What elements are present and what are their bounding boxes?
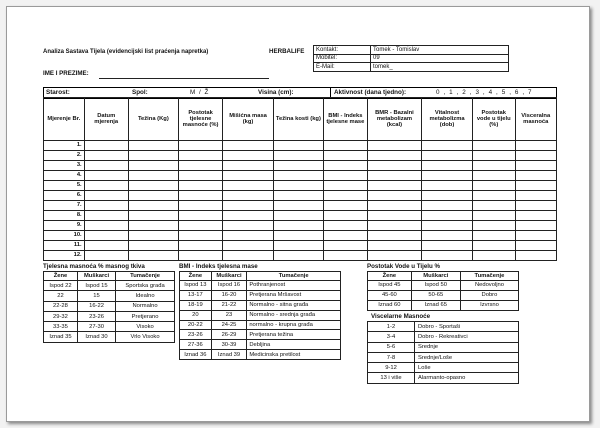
measurement-cell[interactable] [472,191,515,201]
measurement-cell[interactable] [422,251,473,261]
measurement-cell[interactable] [84,231,128,241]
measurement-cell[interactable] [84,251,128,261]
measurement-cell[interactable] [84,241,128,251]
visceral-table [367,321,519,384]
measurement-cell[interactable] [178,221,222,231]
row-number: 8. [44,211,85,221]
ref-table-row [180,310,341,320]
ref-cell: Normalno - sitna građa [247,300,341,310]
ref-column-header: Žene [44,272,78,281]
ref-table-row [180,330,341,340]
measurement-cell[interactable] [273,151,323,161]
measurement-cell[interactable] [472,201,515,211]
ref-cell: Sportska građa [116,281,175,291]
ref-cell: 27-36 [180,340,212,350]
table-row [44,151,557,161]
visceral-table-title: Viscelarne Masnoće [371,313,431,320]
bmi-table [179,271,341,360]
ref-cell: 22 [44,291,78,301]
measurement-cell[interactable] [84,161,128,171]
ref-cell: Iznad 39 [211,350,247,360]
ref-table-row [180,350,341,360]
table-row [44,171,557,181]
contact-value[interactable]: tomek_ [371,63,509,72]
ref-cell: 16-22 [77,301,115,311]
measurement-cell[interactable] [128,181,178,191]
measurement-cell[interactable] [472,241,515,251]
ref-cell: 1-2 [368,322,415,332]
contact-label: Kontakt: [314,46,371,55]
ref-cell: 7-8 [368,352,415,362]
measurement-cell[interactable] [367,171,421,181]
measurement-cell[interactable] [223,221,274,231]
ref-cell: Dobro - Rekreativci [415,332,519,342]
ref-cell: Alarmanto-opasno [415,373,519,383]
ref-cell: Iznad 30 [77,332,115,342]
measurement-cell[interactable] [367,161,421,171]
ref-table-row [44,281,175,291]
measurement-cell[interactable] [367,211,421,221]
table-row [44,191,557,201]
measurement-cell[interactable] [472,151,515,161]
activity-scale[interactable]: 0 , 1 , 2 , 3 , 4 , 5 , 6 , 7 [436,88,533,96]
measurement-cell[interactable] [273,191,323,201]
measurement-cell[interactable] [273,221,323,231]
measurement-cell[interactable] [128,161,178,171]
ref-cell: Dobro [460,291,518,301]
measurement-cell[interactable] [223,231,274,241]
ref-cell: Srednje/Loše [415,352,519,362]
measurement-cell[interactable] [178,171,222,181]
ref-cell: 29-32 [44,311,78,321]
measurement-cell[interactable] [515,181,557,191]
ref-column-header: Tumačenje [116,272,175,281]
ref-cell: Dobro - Sportaši [415,322,519,332]
measurement-cell[interactable] [422,191,473,201]
measurement-cell[interactable] [84,151,128,161]
measurements-table [43,97,557,261]
ref-cell: 22-28 [44,301,78,311]
measurement-cell[interactable] [515,251,557,261]
measurement-cell[interactable] [223,211,274,221]
measurement-cell[interactable] [515,221,557,231]
ref-cell: 27-30 [77,322,115,332]
ref-cell: 9-12 [368,363,415,373]
measurement-cell[interactable] [367,231,421,241]
ref-column-header: Žene [180,272,212,281]
measurement-cell[interactable] [323,231,367,241]
measurement-cell[interactable] [273,211,323,221]
measurement-cell[interactable] [515,211,557,221]
row-number: 7. [44,201,85,211]
measurement-cell[interactable] [323,221,367,231]
measurement-cell[interactable] [422,221,473,231]
ref-cell: 20 [180,310,212,320]
measurement-cell[interactable] [323,241,367,251]
measurement-cell[interactable] [128,211,178,221]
measurement-cell[interactable] [128,201,178,211]
ref-cell: 33-35 [44,322,78,332]
measurement-cell[interactable] [178,141,222,151]
ref-table-row [368,301,519,311]
measurement-cell[interactable] [128,251,178,261]
ref-table-row [180,300,341,310]
ref-cell: Iznad 65 [411,301,460,311]
ref-cell: 16-20 [211,290,247,300]
ref-table-row [368,342,519,352]
measurement-cell[interactable] [323,251,367,261]
ref-table-row [44,332,175,342]
measurement-cell[interactable] [223,191,274,201]
ref-table-row [368,352,519,362]
column-header: Postotak tjelesne masnoće (%) [178,98,222,141]
measurement-cell[interactable] [223,171,274,181]
ref-cell: Srednje [415,342,519,352]
measurement-cell[interactable] [323,161,367,171]
document-page [6,6,590,422]
ref-cell: Ispod 15 [77,281,115,291]
ref-cell: Pothranjenost [247,281,341,291]
ref-cell: 26-29 [211,330,247,340]
measurement-cell[interactable] [84,181,128,191]
measurement-cell[interactable] [422,181,473,191]
measurement-cell[interactable] [515,161,557,171]
measurement-cell[interactable] [178,251,222,261]
column-header: Vitalnost metabolizma (dob) [422,98,473,141]
contact-value[interactable]: Tomek - Tomislav [371,46,509,55]
ref-table-row [44,291,175,301]
measurement-cell[interactable] [323,191,367,201]
ref-table-row [368,373,519,383]
measurement-cell[interactable] [323,181,367,191]
ref-cell: Ispod 16 [211,281,247,291]
measurement-cell[interactable] [178,211,222,221]
column-header: Mišićna masa (kg) [223,98,274,141]
measurement-cell[interactable] [223,181,274,191]
ref-cell: 13-17 [180,290,212,300]
measurement-cell[interactable] [515,191,557,201]
measurement-cell[interactable] [128,241,178,251]
row-number: 1. [44,141,85,151]
ref-table-row [180,290,341,300]
ref-cell: 3-4 [368,332,415,342]
fat-table-title: Tjelesna masnoća % masnog tkiva [43,263,145,270]
ref-table-row [368,363,519,373]
measurement-cell[interactable] [84,201,128,211]
ref-table-row [368,281,519,291]
measurement-cell[interactable] [84,221,128,231]
ref-cell: 21-22 [211,300,247,310]
ref-cell: Ispod 45 [368,281,412,291]
measurement-cell[interactable] [367,251,421,261]
water-table [367,271,519,311]
ref-cell: Izvrsno [460,301,518,311]
column-header: Datum mjerenja [84,98,128,141]
measurement-cell[interactable] [472,221,515,231]
fat-table [43,271,175,343]
row-number: 9. [44,221,85,231]
ref-cell: 23-26 [77,311,115,321]
measurement-cell[interactable] [273,141,323,151]
table-row [44,241,557,251]
ref-table-row [180,281,341,291]
measurement-cell[interactable] [422,201,473,211]
measurement-cell[interactable] [273,181,323,191]
measurement-cell[interactable] [223,251,274,261]
contact-table [313,45,509,72]
measurement-cell[interactable] [422,211,473,221]
ref-table-row [180,320,341,330]
ref-cell: 23-26 [180,330,212,340]
measurement-cell[interactable] [515,241,557,251]
table-row [44,231,557,241]
measurement-cell[interactable] [515,201,557,211]
measurement-cell[interactable] [367,151,421,161]
measurement-cell[interactable] [273,201,323,211]
column-header: Mjerenje Br. [44,98,85,141]
measurement-cell[interactable] [472,181,515,191]
measurement-cell[interactable] [223,151,274,161]
ref-column-header: Muškarci [211,272,247,281]
measurement-cell[interactable] [178,161,222,171]
measurement-cell[interactable] [323,171,367,181]
row-number: 4. [44,171,85,181]
measurement-cell[interactable] [128,171,178,181]
measurement-cell[interactable] [84,211,128,221]
row-number: 2. [44,151,85,161]
table-row [44,141,557,151]
measurement-cell[interactable] [178,201,222,211]
measurement-cell[interactable] [273,161,323,171]
measurement-cell[interactable] [178,241,222,251]
ref-cell: normalno - krupna građa [247,320,341,330]
ref-cell: Nedovoljno [460,281,518,291]
measurement-cell[interactable] [128,221,178,231]
ref-cell: Pretjerana težina [247,330,341,340]
bmi-table-title: BMI - Indeks tjelesna mase [179,263,258,270]
measurement-cell[interactable] [178,151,222,161]
ref-column-header: Žene [368,272,412,281]
table-row [44,161,557,171]
measurement-cell[interactable] [323,211,367,221]
document-title: Analiza Sastava Tijela (evidencijski list praćenja napretka) [43,49,209,55]
measurement-cell[interactable] [273,251,323,261]
measurement-cell[interactable] [84,171,128,181]
measurement-cell[interactable] [367,181,421,191]
ref-cell: Iznad 36 [180,350,212,360]
measurement-cell[interactable] [273,241,323,251]
measurement-cell[interactable] [128,191,178,201]
gender-label: Spol: [132,88,148,96]
row-number: 3. [44,161,85,171]
ref-cell: 5-6 [368,342,415,352]
measurement-cell[interactable] [223,201,274,211]
measurement-cell[interactable] [323,201,367,211]
contact-label: Mobitel: [314,54,371,63]
ref-cell: Loše [415,363,519,373]
measurement-cell[interactable] [128,231,178,241]
contact-row [314,63,509,72]
contact-row [314,54,509,63]
measurement-cell[interactable] [422,141,473,151]
ref-column-header: Tumačenje [247,272,341,281]
row-number: 12. [44,251,85,261]
measurement-cell[interactable] [273,171,323,181]
column-header: Visceralna masnoća [515,98,557,141]
activity-label: Aktivnost (dana tjedno): [334,88,407,96]
table-row [44,221,557,231]
contact-row [314,46,509,55]
measurement-cell[interactable] [273,231,323,241]
measurement-cell[interactable] [84,191,128,201]
measurement-cell[interactable] [422,161,473,171]
ref-table-row [44,322,175,332]
ref-cell: 50-65 [411,291,460,301]
ref-cell: Pretjerana Mršavost [247,290,341,300]
ref-cell: Vrlo Visoko [116,332,175,342]
measurement-cell[interactable] [472,211,515,221]
ref-table-row [368,291,519,301]
measurement-cell[interactable] [472,161,515,171]
measurement-cell[interactable] [472,251,515,261]
table-row [44,211,557,221]
ref-cell: 45-60 [368,291,412,301]
ref-table-row [180,340,341,350]
ref-cell: Ispod 13 [180,281,212,291]
measurement-cell[interactable] [323,141,367,151]
row-number: 5. [44,181,85,191]
height-label: Visina (cm): [258,88,294,96]
ref-table-row [44,311,175,321]
measurement-cell[interactable] [367,221,421,231]
measurement-cell[interactable] [472,231,515,241]
ref-cell: Iznad 60 [368,301,412,311]
ref-cell: Idealno [116,291,175,301]
table-row [44,251,557,261]
contact-label: E-Mail: [314,63,371,72]
measurement-cell[interactable] [515,141,557,151]
measurement-cell[interactable] [128,151,178,161]
ref-cell: Debljina [247,340,341,350]
column-header: Postotak vode u tijelu (%) [472,98,515,141]
ref-cell: 18-19 [180,300,212,310]
measurement-cell[interactable] [223,241,274,251]
age-label: Starost: [46,88,70,96]
column-header: Težina kosti (kg) [273,98,323,141]
ref-cell: 15 [77,291,115,301]
column-header: BMI - Indeks tjelesne mase [323,98,367,141]
measurement-cell[interactable] [223,141,274,151]
ref-cell: Pretjerano [116,311,175,321]
measurement-cell[interactable] [515,231,557,241]
ref-cell: 30-39 [211,340,247,350]
row-number: 11. [44,241,85,251]
name-line[interactable] [99,78,269,79]
measurement-cell[interactable] [178,181,222,191]
measurement-cell[interactable] [422,151,473,161]
ref-table-row [368,332,519,342]
name-label: IME I PREZIME: [43,70,89,77]
measurement-cell[interactable] [323,151,367,161]
table-row [44,201,557,211]
ref-cell: 24-25 [211,320,247,330]
measurement-cell[interactable] [472,171,515,181]
ref-cell: 13 i više [368,373,415,383]
measurement-cell[interactable] [515,171,557,181]
column-header: Težina (Kg) [128,98,178,141]
ref-column-header: Muškarci [411,272,460,281]
ref-cell: Ispod 50 [411,281,460,291]
contact-value[interactable]: 09 [371,54,509,63]
ref-cell: 23 [211,310,247,320]
table-row [44,181,557,191]
ref-cell: 20-22 [180,320,212,330]
gender-options[interactable]: M / Ž [190,88,210,96]
measurement-cell[interactable] [367,201,421,211]
ref-cell: Iznad 35 [44,332,78,342]
measurement-cell[interactable] [422,231,473,241]
measurement-cell[interactable] [422,171,473,181]
row-number: 6. [44,191,85,201]
measurement-cell[interactable] [472,141,515,151]
ref-cell: Visoko [116,322,175,332]
ref-cell: Ispod 22 [44,281,78,291]
ref-cell: Medicinska pretilost [247,350,341,360]
measurement-cell[interactable] [178,191,222,201]
ref-cell: Normalno [116,301,175,311]
measurement-cell[interactable] [178,231,222,241]
measurement-cell[interactable] [515,151,557,161]
ref-table-row [44,301,175,311]
column-header: BMR - Bazalni metabolizam (kcal) [367,98,421,141]
measurement-cell[interactable] [367,141,421,151]
water-table-title: Postotak Vode u Tijelu % [367,263,441,270]
measurement-cell[interactable] [367,241,421,251]
ref-table-row [368,322,519,332]
ref-column-header: Muškarci [77,272,115,281]
brand-label: HERBALIFE [269,48,305,55]
measurement-cell[interactable] [84,141,128,151]
measurement-cell[interactable] [422,241,473,251]
measurement-cell[interactable] [223,161,274,171]
measurement-cell[interactable] [367,191,421,201]
row-number: 10. [44,231,85,241]
ref-cell: Normalno - srednja građa [247,310,341,320]
measurement-cell[interactable] [128,141,178,151]
ref-column-header: Tumačenje [460,272,518,281]
